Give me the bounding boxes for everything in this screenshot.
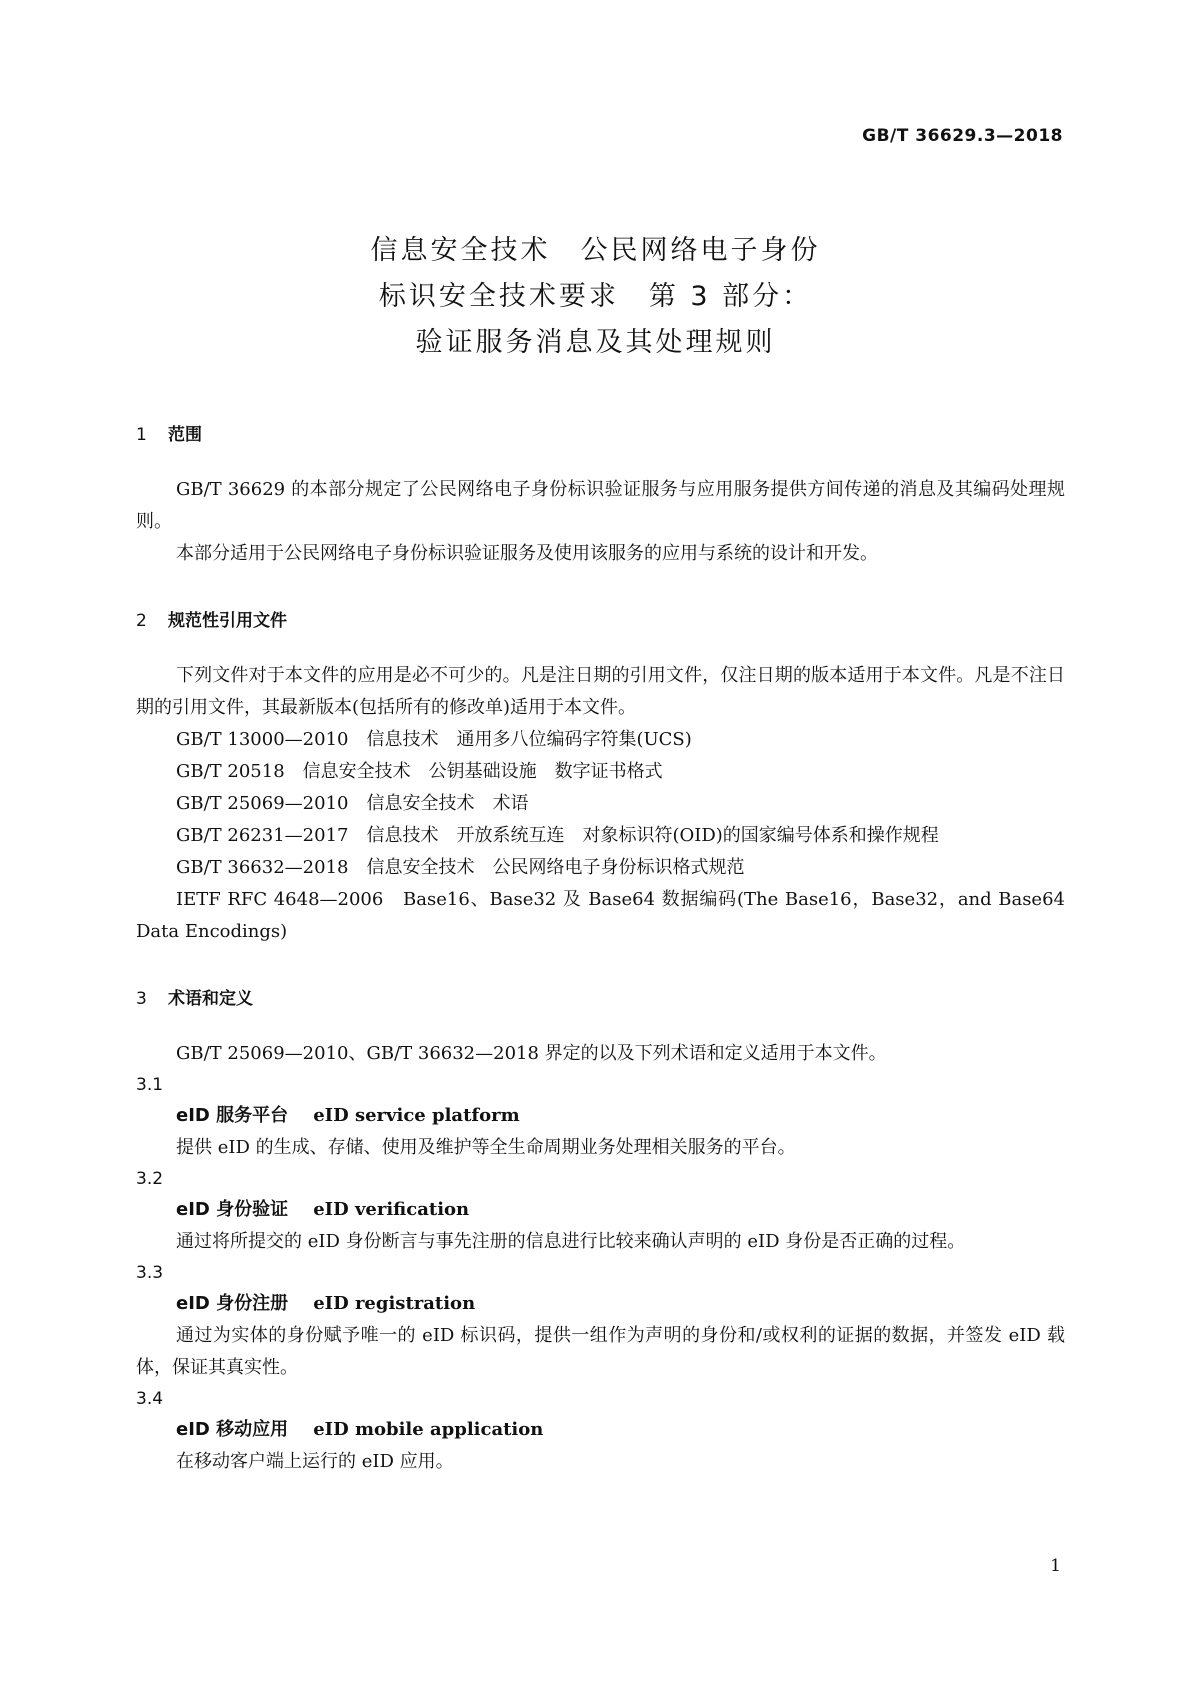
term-number: 3.2 (136, 1169, 164, 1189)
term-name-cn: eID 身份验证 (176, 1199, 289, 1220)
section-title: 术语和定义 (168, 989, 253, 1009)
section-number: 2 (136, 611, 147, 631)
section-heading-terms (136, 984, 1065, 1014)
section-title: 范围 (168, 425, 202, 445)
paragraph: GB/T 25069—2010、GB/T 36632—2018 界定的以及下列术语和定义适用于本文件。 (176, 1043, 887, 1064)
section-number: 3 (136, 989, 147, 1009)
paragraph: 本部分适用于公民网络电子身份标识验证服务及使用该服务的应用与系统的设计和开发。 (176, 543, 878, 564)
section-title: 规范性引用文件 (168, 611, 287, 631)
term-name-en: eID registration (313, 1293, 476, 1314)
reference-item: IETF RFC 4648—2006 Base16、Base32 及 Base64 数据编码(The Base16，Base32，and Base64 Data Encodings) (136, 889, 1065, 942)
term-name-en: eID service platform (313, 1105, 520, 1126)
paragraph: 下列文件对于本文件的应用是必不可少的。凡是注日期的引用文件，仅注日期的版本适用于本文件。凡是不注日期的引用文件，其最新版本(包括所有的修改单)适用于本文件。 (136, 665, 1065, 718)
section-heading-normative-references (136, 606, 1065, 636)
paragraph: GB/T 36629 的本部分规定了公民网络电子身份标识验证服务与应用服务提供方间传递的消息及其编码处理规则。 (136, 479, 1065, 532)
reference-item: GB/T 26231—2017 信息技术 开放系统互连 对象标识符(OID)的国家编号体系和操作规程 (176, 825, 939, 846)
reference-item: GB/T 25069—2010 信息安全技术 术语 (176, 793, 529, 814)
reference-item: GB/T 13000—2010 信息技术 通用多八位编码字符集(UCS) (176, 729, 692, 750)
term-name (136, 1100, 1065, 1132)
term-name-en: eID verification (313, 1199, 470, 1220)
term-name (136, 1414, 1065, 1446)
term-name (136, 1194, 1065, 1226)
term-name-cn: eID 身份注册 (176, 1293, 289, 1314)
term-number: 3.4 (136, 1389, 164, 1409)
term-name (136, 1288, 1065, 1320)
term-name-cn: eID 移动应用 (176, 1419, 289, 1440)
document-title (0, 228, 1191, 366)
title-line-2: 标识安全技术要求 第 3 部分： (378, 281, 813, 312)
term-name-en: eID mobile application (313, 1419, 544, 1440)
page-number: 1 (1050, 1556, 1061, 1576)
document-body (136, 420, 1065, 1478)
section-number: 1 (136, 425, 147, 445)
term-number: 3.3 (136, 1263, 164, 1283)
term-definition: 在移动客户端上运行的 eID 应用。 (176, 1451, 454, 1472)
term-number: 3.1 (136, 1075, 164, 1095)
term-name-cn: eID 服务平台 (176, 1105, 289, 1126)
term-definition: 通过为实体的身份赋予唯一的 eID 标识码，提供一组作为声明的身份和/或权利的证据的数据，并签发 eID 载体，保证其真实性。 (136, 1325, 1065, 1378)
title-line-3: 验证服务消息及其处理规则 (415, 327, 776, 358)
term-definition: 通过将所提交的 eID 身份断言与事先注册的信息进行比较来确认声明的 eID 身份是否正确的过程。 (176, 1231, 966, 1252)
term-definition: 提供 eID 的生成、存储、使用及维护等全生命周期业务处理相关服务的平台。 (176, 1137, 796, 1158)
section-heading-scope (136, 420, 1065, 450)
title-line-1: 信息安全技术 公民网络电子身份 (370, 235, 821, 266)
standard-number: GB/T 36629.3—2018 (862, 126, 1063, 146)
reference-item: GB/T 36632—2018 信息安全技术 公民网络电子身份标识格式规范 (176, 857, 745, 878)
reference-item: GB/T 20518 信息安全技术 公钥基础设施 数字证书格式 (176, 761, 663, 782)
